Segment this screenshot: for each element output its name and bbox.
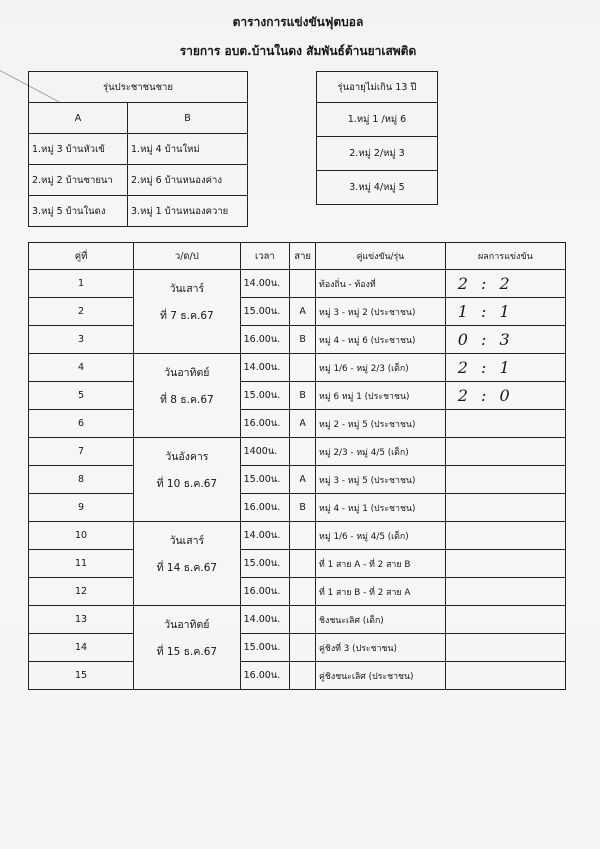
match-time: 15.00น. xyxy=(240,382,290,410)
match-number: 13 xyxy=(29,606,134,634)
group-b-header: B xyxy=(128,103,248,134)
match-time: 16.00น. xyxy=(240,410,290,438)
match-line: A xyxy=(290,298,316,326)
match-time: 15.00น. xyxy=(240,550,290,578)
match-day: วันเสาร์ xyxy=(169,283,205,295)
match-time: 14.00น. xyxy=(240,522,290,550)
match-line xyxy=(290,438,316,466)
match-result xyxy=(445,382,565,410)
match-number: 15 xyxy=(29,662,134,690)
header-pair: คู่แข่งขัน/รุ่น xyxy=(316,243,446,270)
match-pair: ท้องถิ่น - ท้องที่ xyxy=(316,270,446,298)
handwritten-score: 1 : 1 xyxy=(457,302,514,321)
youth-group-table xyxy=(316,71,438,205)
table-row xyxy=(29,466,566,494)
match-time: 14.00น. xyxy=(240,354,290,382)
match-number: 7 xyxy=(29,438,134,466)
match-line xyxy=(290,606,316,634)
match-result xyxy=(445,662,565,690)
match-time: 16.00น. xyxy=(240,578,290,606)
match-schedule-table xyxy=(28,242,566,690)
match-line: A xyxy=(290,410,316,438)
match-line: B xyxy=(290,326,316,354)
match-pair: หมู่ 4 - หมู่ 1 (ประชาชน) xyxy=(316,494,446,522)
match-line xyxy=(290,578,316,606)
match-day: วันเสาร์ xyxy=(169,535,205,547)
match-number: 14 xyxy=(29,634,134,662)
match-line: A xyxy=(290,466,316,494)
match-time: 15.00น. xyxy=(240,298,290,326)
match-result xyxy=(445,326,565,354)
match-date: ที่ 10 ธ.ค.67 xyxy=(156,478,218,490)
match-time: 1400น. xyxy=(240,438,290,466)
match-time: 16.00น. xyxy=(240,662,290,690)
match-result xyxy=(445,298,565,326)
match-line: B xyxy=(290,382,316,410)
match-number: 2 xyxy=(29,298,134,326)
match-pair: หมู่ 2 - หมู่ 5 (ประชาชน) xyxy=(316,410,446,438)
table-row xyxy=(29,578,566,606)
document-subtitle: รายการ อบต.บ้านในดง สัมพันธ์ต้านยาเสพติด xyxy=(179,44,417,58)
group-b-team: 2.หมู่ 6 บ้านหนองค่าง xyxy=(128,165,248,196)
match-time: 14.00น. xyxy=(240,606,290,634)
group-a-team: 1.หมู่ 3 บ้านหัวเข้ xyxy=(29,134,128,165)
match-number: 11 xyxy=(29,550,134,578)
match-number: 12 xyxy=(29,578,134,606)
match-result xyxy=(445,578,565,606)
match-pair: คู่ชิงชนะเลิศ (ประชาชน) xyxy=(316,662,446,690)
match-date-cell xyxy=(134,606,240,690)
youth-pair: 2.หมู่ 2/หมู่ 3 xyxy=(317,137,438,171)
match-date: ที่ 15 ธ.ค.67 xyxy=(156,646,218,658)
match-pair: ชิงชนะเลิศ (เด็ก) xyxy=(316,606,446,634)
match-number: 1 xyxy=(29,270,134,298)
youth-group-header: รุ่นอายุไม่เกิน 13 ปี xyxy=(317,72,438,103)
table-row xyxy=(29,662,566,690)
handwritten-score: 2 : 2 xyxy=(457,274,514,293)
match-time: 16.00น. xyxy=(240,494,290,522)
match-result xyxy=(445,438,565,466)
match-result xyxy=(445,606,565,634)
youth-pair: 1.หมู่ 1 /หมู่ 6 xyxy=(317,103,438,137)
match-date-cell xyxy=(134,270,240,354)
table-row xyxy=(29,382,566,410)
group-a-team: 3.หมู่ 5 บ้านในดง xyxy=(29,196,128,227)
match-day: วันอาทิตย์ xyxy=(164,619,210,631)
match-pair: หมู่ 1/6 - หมู่ 2/3 (เด็ก) xyxy=(316,354,446,382)
match-pair: ที่ 1 สาย A - ที่ 2 สาย B xyxy=(316,550,446,578)
match-result xyxy=(445,466,565,494)
match-number: 6 xyxy=(29,410,134,438)
match-pair: หมู่ 3 - หมู่ 5 (ประชาชน) xyxy=(316,466,446,494)
table-row xyxy=(29,438,566,466)
table-row xyxy=(29,522,566,550)
table-row xyxy=(29,326,566,354)
match-day: วันอาทิตย์ xyxy=(164,367,210,379)
handwritten-score: 2 : 1 xyxy=(457,358,514,377)
match-number: 5 xyxy=(29,382,134,410)
header-match-no: คู่ที่ xyxy=(29,243,134,270)
match-time: 15.00น. xyxy=(240,634,290,662)
match-date-cell xyxy=(134,522,240,606)
table-row xyxy=(29,494,566,522)
adult-group-table xyxy=(28,71,248,227)
match-result xyxy=(445,634,565,662)
match-number: 9 xyxy=(29,494,134,522)
youth-pair: 3.หมู่ 4/หมู่ 5 xyxy=(317,171,438,205)
match-number: 8 xyxy=(29,466,134,494)
match-pair: คู่ชิงที่ 3 (ประชาชน) xyxy=(316,634,446,662)
match-pair: หมู่ 1/6 - หมู่ 4/5 (เด็ก) xyxy=(316,522,446,550)
match-result xyxy=(445,354,565,382)
match-date: ที่ 7 ธ.ค.67 xyxy=(159,310,214,322)
match-time: 14.00น. xyxy=(240,270,290,298)
match-time: 16.00น. xyxy=(240,326,290,354)
match-pair: หมู่ 3 - หมู่ 2 (ประชาชน) xyxy=(316,298,446,326)
match-number: 10 xyxy=(29,522,134,550)
match-line xyxy=(290,522,316,550)
match-date: ที่ 8 ธ.ค.67 xyxy=(159,394,214,406)
match-number: 4 xyxy=(29,354,134,382)
table-row xyxy=(29,298,566,326)
match-line xyxy=(290,354,316,382)
adult-group-header: รุ่นประชาชนชาย xyxy=(29,72,248,103)
match-line xyxy=(290,270,316,298)
match-pair: หมู่ 4 - หมู่ 6 (ประชาชน) xyxy=(316,326,446,354)
match-date: ที่ 14 ธ.ค.67 xyxy=(156,562,218,574)
table-row xyxy=(29,410,566,438)
match-pair: หมู่ 2/3 - หมู่ 4/5 (เด็ก) xyxy=(316,438,446,466)
match-line: B xyxy=(290,494,316,522)
match-result xyxy=(445,494,565,522)
match-result xyxy=(445,550,565,578)
table-row xyxy=(29,550,566,578)
match-date-cell xyxy=(134,438,240,522)
match-result xyxy=(445,522,565,550)
table-row xyxy=(29,634,566,662)
group-b-team: 3.หมู่ 1 บ้านหนองควาย xyxy=(128,196,248,227)
header-line: สาย xyxy=(290,243,316,270)
handwritten-score: 0 : 3 xyxy=(457,330,514,349)
match-pair: ที่ 1 สาย B - ที่ 2 สาย A xyxy=(316,578,446,606)
match-date-cell xyxy=(134,354,240,438)
table-row xyxy=(29,270,566,298)
handwritten-score: 2 : 0 xyxy=(457,386,514,405)
match-result xyxy=(445,410,565,438)
group-b-team: 1.หมู่ 4 บ้านใหม่ xyxy=(128,134,248,165)
header-date: ว/ด/ป xyxy=(134,243,240,270)
match-line xyxy=(290,634,316,662)
document-title: ตารางการแข่งขันฟุตบอล xyxy=(232,15,364,29)
match-result xyxy=(445,270,565,298)
match-pair: หมู่ 6 หมู่ 1 (ประชาชน) xyxy=(316,382,446,410)
match-line xyxy=(290,662,316,690)
header-result: ผลการแข่งขัน xyxy=(445,243,565,270)
match-time: 15.00น. xyxy=(240,466,290,494)
group-a-header: A xyxy=(29,103,128,134)
match-line xyxy=(290,550,316,578)
match-day: วันอังคาร xyxy=(165,451,209,463)
match-number: 3 xyxy=(29,326,134,354)
header-time: เวลา xyxy=(240,243,290,270)
table-row xyxy=(29,354,566,382)
table-row xyxy=(29,606,566,634)
group-a-team: 2.หมู่ 2 บ้านชายนา xyxy=(29,165,128,196)
